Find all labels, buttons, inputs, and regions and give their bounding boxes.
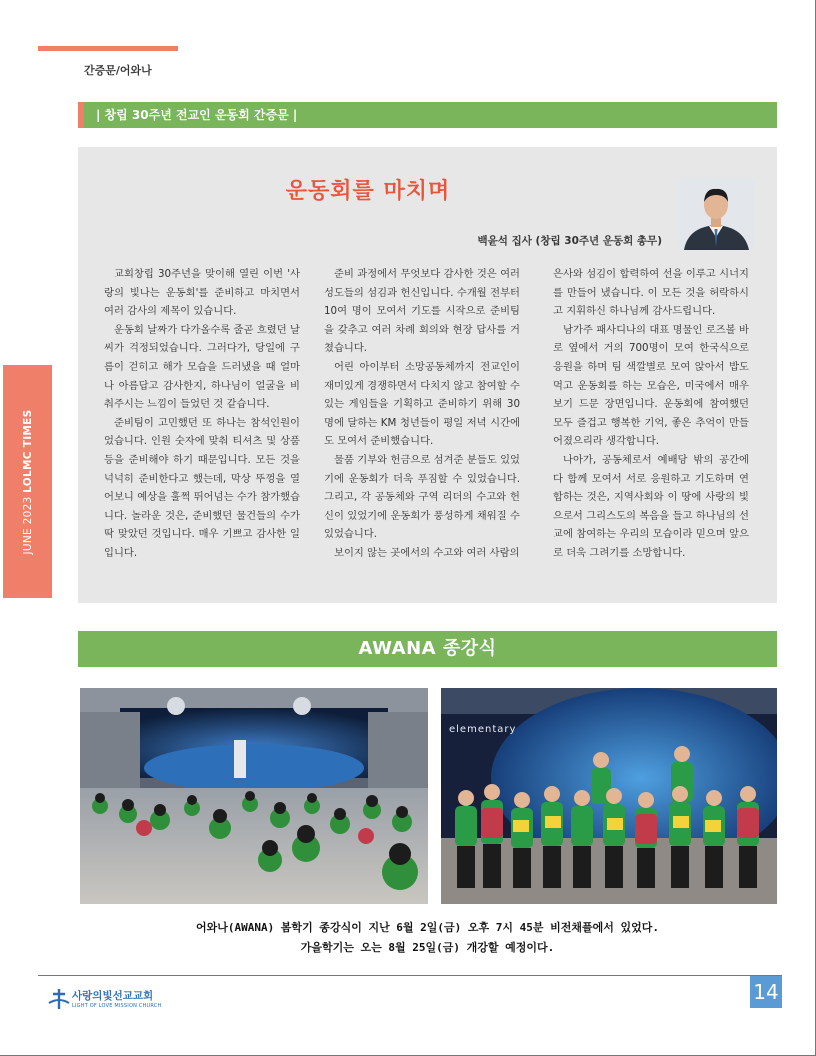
paragraph: 은사와 섬김이 합력하여 선을 이루고 시너지를 만들어 냈습니다. 이 모든 것을 허락하시고 지휘하신 하나님께 감사드립니다. <box>553 268 749 318</box>
article-banner: | 창립 30주년 전교인 운동회 간증문 | <box>78 102 777 128</box>
article-column-1 <box>104 265 300 563</box>
awana-photo-assembly <box>80 688 428 904</box>
paragraph: 나아가, 공동체로서 예배당 밖의 공간에 다 함께 모여서 서로 응원하고 기도하며 연합하는 것은, 지역사회와 이 땅에 사랑의 빛으로서 그리스도의 복음을 들고 하나님의 선교에 참여하는 우리의 모습이라 믿으며 앞으로 더욱 그려기를 소망합니다. <box>553 453 749 559</box>
elementary-sign: elementary <box>449 724 517 735</box>
paragraph: 어린 아이부터 소망공동체까지 전교인이 재미있게 경쟁하면서 다치지 않고 참여할 수 있는 게임들을 기획하고 준비하기 위해 30명에 달하는 KM 청년들이 평일 저녁 시간에도 모여서 준비했습니다. <box>324 360 520 448</box>
side-publication: LOLMC TIMES <box>21 409 34 493</box>
church-name: 사랑의빛선교교회 <box>72 990 154 1002</box>
side-band <box>3 365 52 598</box>
article-box <box>78 147 777 603</box>
side-month: JUNE 2023 <box>21 492 34 554</box>
awana-caption <box>78 918 777 958</box>
author-portrait-illustration <box>678 177 755 250</box>
paragraph: 보이지 않는 곳에서의 수고와 여러 사람의 <box>334 546 520 559</box>
awana-photo-group-illustration <box>441 688 777 904</box>
caption-line: 가을학기는 오는 8월 25일(금) 개강할 예정이다. <box>300 941 555 954</box>
awana-photo-group <box>441 688 777 904</box>
article-column-2 <box>324 265 520 563</box>
awana-heading: AWANA 종강식 <box>78 631 777 667</box>
paragraph: 준비 과정에서 무엇보다 감사한 것은 여러 성도들의 섬김과 헌신입니다. 수개월 전부터 10여 명이 모여서 기도를 시작으로 준비팀을 갖추고 여러 차례 회의와 현장 답사를 거쳤습니다. <box>324 268 520 355</box>
paragraph: 운동회 날짜가 다가올수록 줄곧 흐렸던 날씨가 걱정되었습니다. 그러다가, 당일에 구름이 걷히고 해가 모습을 드러냈을 때 얼마나 아름답고 감사한지, 하나님이 얼굴을 비춰주시는 느낌이 들었던 것 같습니다. <box>104 323 300 411</box>
article-column-3 <box>553 265 749 563</box>
article-byline: 백윤석 집사 (창립 30주년 운동회 총무) <box>477 235 662 247</box>
side-publication-label <box>22 409 34 554</box>
top-accent-bar <box>38 46 178 51</box>
caption-line: 어와나(AWANA) 봄학기 종강식이 지난 6월 2일(금) 오후 7시 45분 비전채플에서 있었다. <box>195 921 660 934</box>
footer-divider <box>38 975 782 976</box>
paragraph: 교회창립 30주년을 맞이해 열린 이번 '사랑의 빛나는 운동회'를 준비하고 마치면서 여러 감사의 제목이 있습니다. <box>104 268 300 318</box>
awana-photo-assembly-illustration <box>80 688 428 904</box>
page-number: 14 <box>750 976 782 1008</box>
church-name-english: LIGHT OF LOVE MISSION CHURCH <box>72 1003 162 1009</box>
church-logo-icon <box>48 988 70 1010</box>
paragraph: 남가주 패사디나의 대표 명물인 로즈볼 바로 옆에서 거의 700명이 모여 한국식으로 응원을 하며 팀 색깔별로 모여 앉아서 밥도 먹고 운동회를 하는 모습은, 미국에서 매우 보기 드문 장면입니다. 운동회에 참여했던 모두 즐겁고 행복한 기억, 좋은 추억이 만들어졌으리라 생각합니다. <box>553 323 749 448</box>
author-portrait <box>678 177 755 250</box>
church-logo <box>48 988 162 1014</box>
paragraph: 물품 기부와 헌금으로 섬겨준 분들도 있었기에 운동회가 더욱 푸짐할 수 있었습니다. 그리고, 각 공동체와 구역 리더의 수고와 헌신이 있었기에 운동회가 풍성하게 채워질 수 있었습니다. <box>324 453 520 541</box>
paragraph: 준비팀이 고민했던 또 하나는 참석인원이었습니다. 인원 숫자에 맞춰 티셔츠 및 상품 등을 준비해야 하기 때문입니다. 모든 것을 넉넉히 준비한다고 했는데, 막상 뚜껑을 열어보니 예상을 훌쩍 뛰어넘는 수가 참가했습니다. 놀라운 것은, 준비했던 물건들의 수가 딱 맞았던 것입니다. 매우 기쁘고 감사한 일입니다. <box>104 416 300 559</box>
article-title: 운동회를 마치며 <box>285 179 451 204</box>
section-label: 간증문/어와나 <box>84 64 152 77</box>
